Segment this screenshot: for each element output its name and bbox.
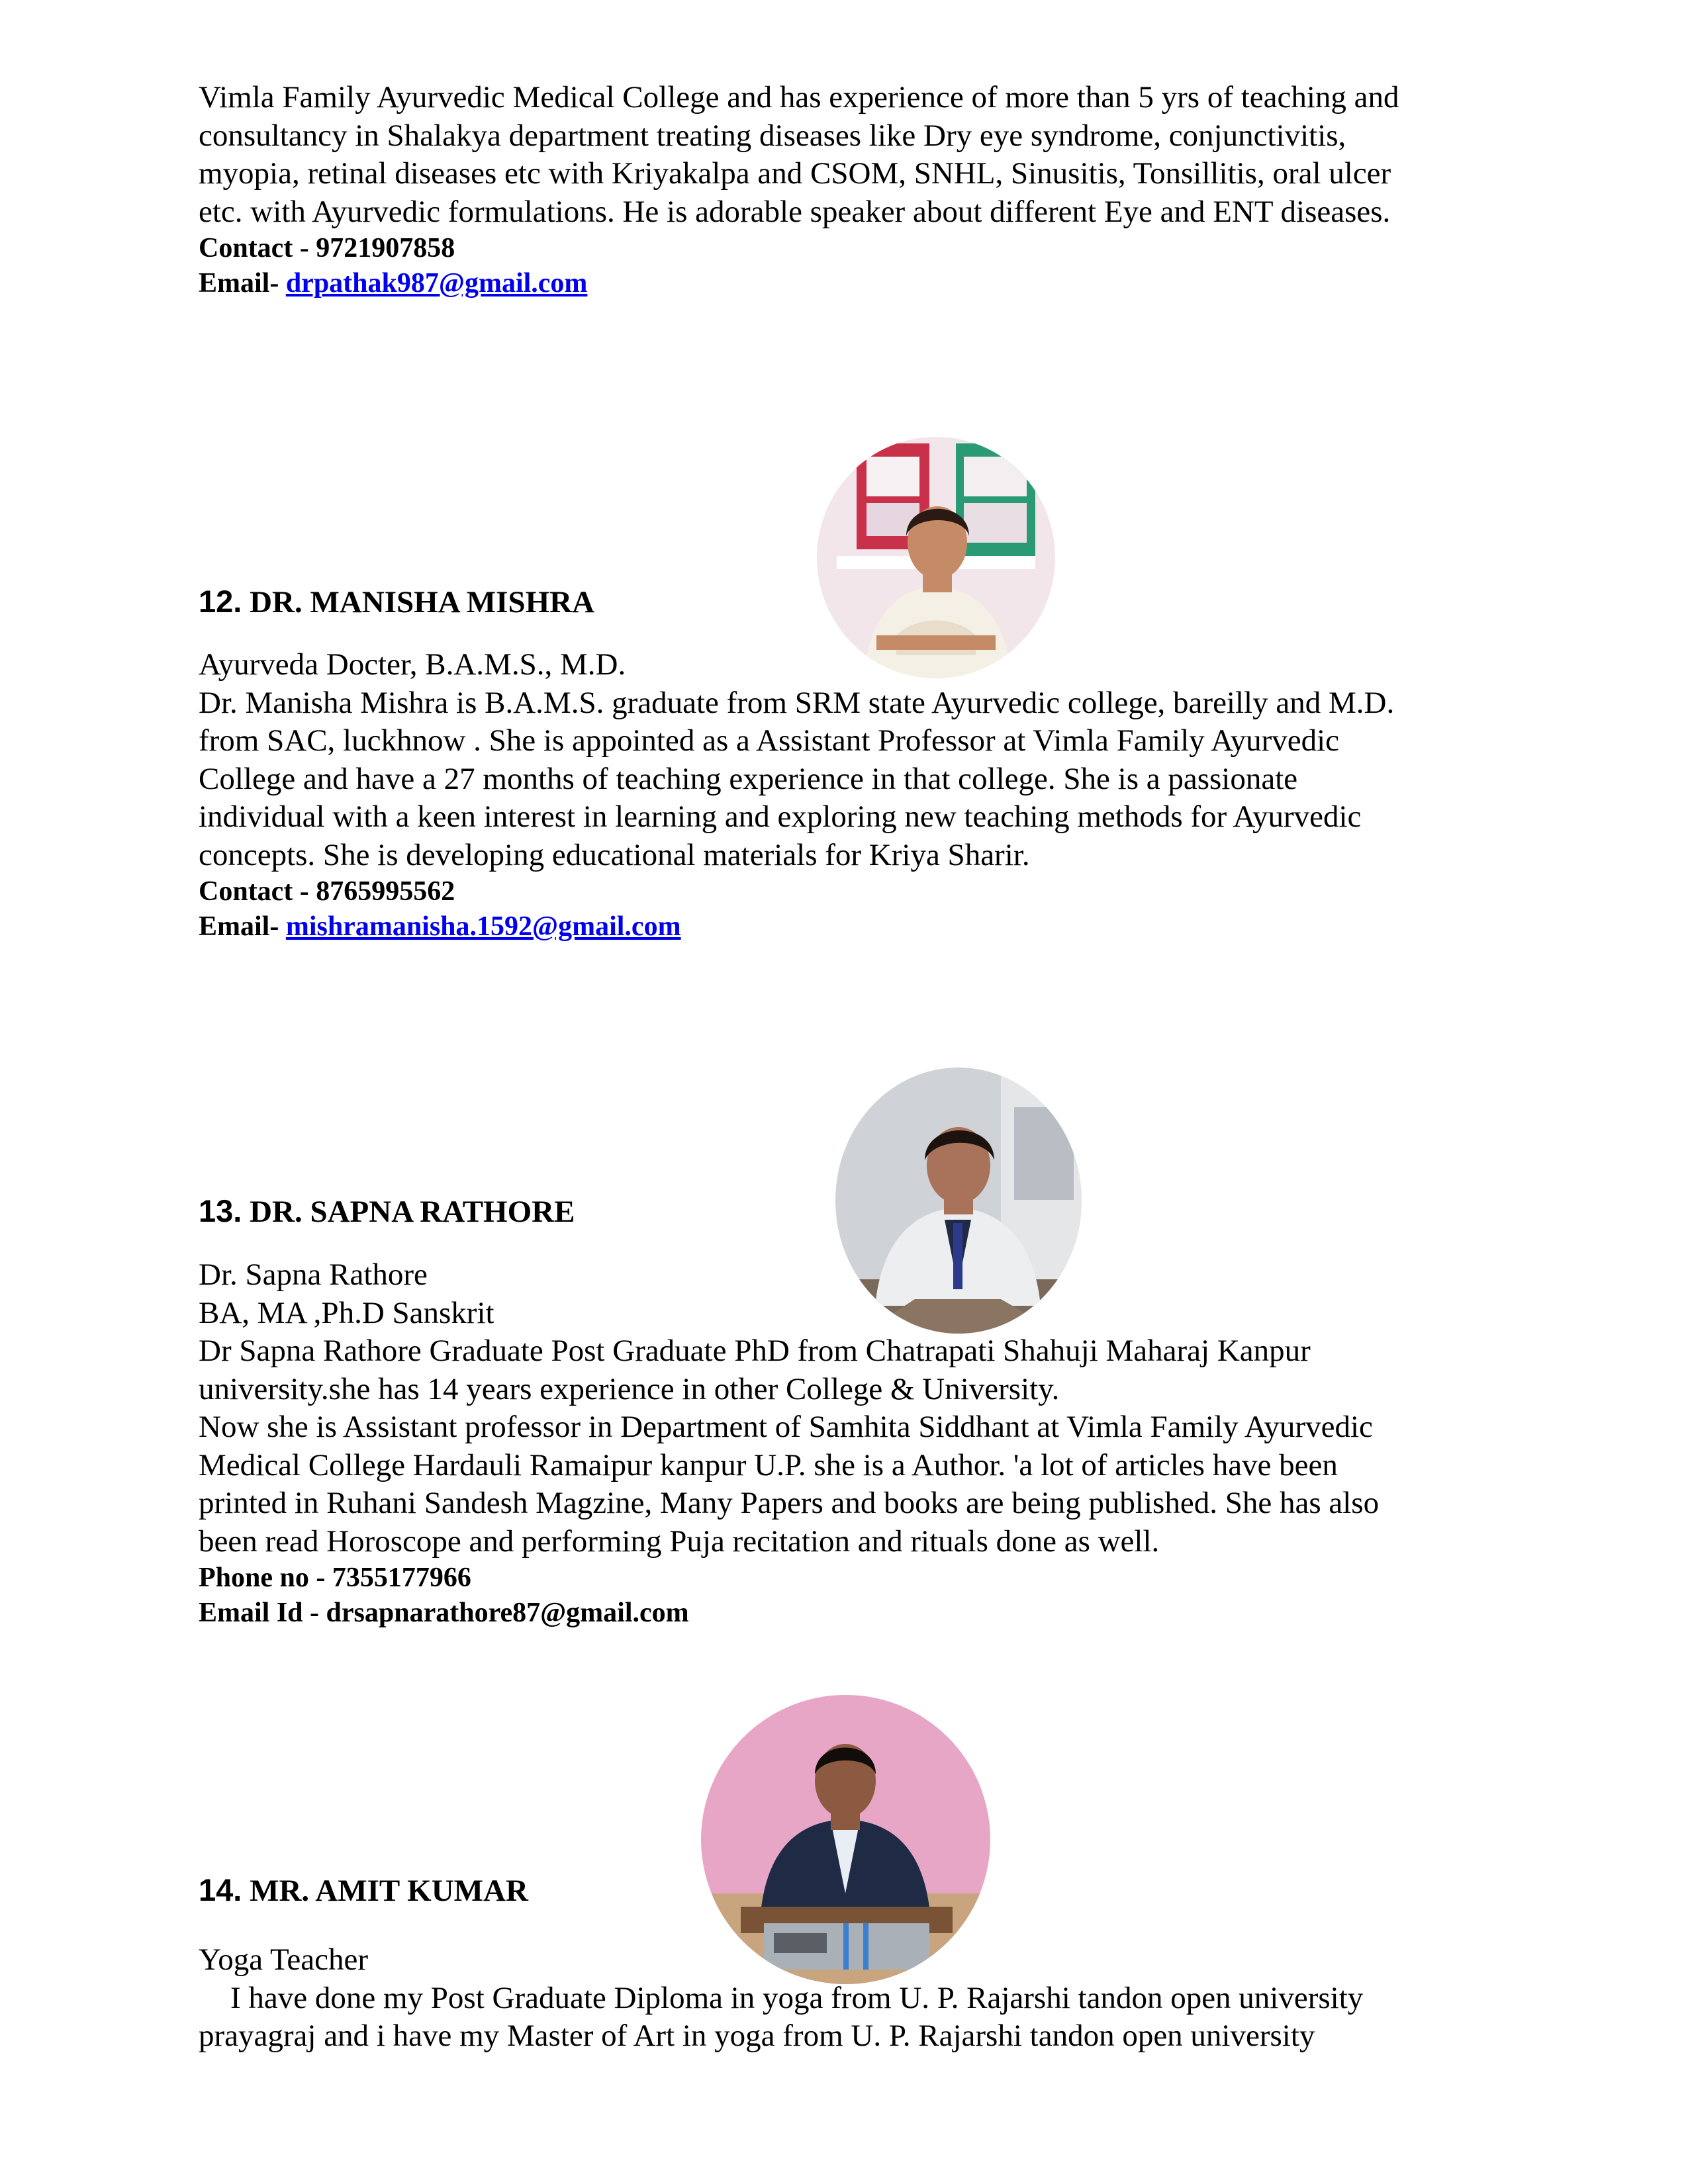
profile-line: Dr. Manisha Mishra is B.A.M.S. graduate from SRM state Ayurvedic college, bareilly and M.D. (199, 685, 1395, 720)
profile-line: Yoga Teacher (199, 1942, 369, 1977)
profile-section-12 (199, 582, 1496, 621)
intro-section (199, 79, 1496, 301)
profile-number: 12. (199, 584, 242, 619)
profile-photo-manisha-mishra (817, 437, 1055, 678)
profile-line: Medical College Hardauli Ramaipur kanpur U.P. she is a Author. 'a lot of articles have been (199, 1447, 1338, 1482)
profile-phone: Phone no - 7355177966 (199, 1563, 471, 1593)
profile-line: printed in Ruhani Sandesh Magzine, Many Papers and books are being published. She has also (199, 1486, 1380, 1520)
intro-contact: Contact - 9721907858 (199, 233, 455, 263)
profile-section-14 (199, 1871, 1496, 1910)
profile-line: Now she is Assistant professor in Department of Samhita Siddhant at Vimla Family Ayurvedic (199, 1410, 1373, 1444)
intro-line: etc. with Ayurvedic formulations. He is adorable speaker about different Eye and ENT diseases. (199, 194, 1391, 229)
profile-email-link[interactable]: mishramanisha.1592@gmail.com (285, 911, 681, 942)
email-label: Email- (199, 268, 286, 298)
profile-body-14 (199, 1941, 1496, 2056)
intro-email-line (199, 266, 1496, 301)
profile-line: individual with a keen interest in learning and exploring new teaching methods for Ayurvedic (199, 799, 1362, 834)
intro-line: consultancy in Shalakya department treating diseases like Dry eye syndrome, conjunctivitis, (199, 118, 1346, 153)
profile-line: been read Horoscope and performing Puja recitation and rituals done as well. (199, 1524, 1160, 1559)
profile-heading (199, 1192, 1496, 1231)
profile-name: DR. SAPNA RATHORE (250, 1195, 575, 1229)
email-label: Email- (199, 911, 286, 942)
profile-line: university.she has 14 years experience in other College & University. (199, 1371, 1060, 1406)
profile-email-line (199, 909, 1496, 944)
profile-email-id: Email Id - drsapnarathore87@gmail.com (199, 1598, 689, 1628)
profile-line: Dr Sapna Rathore Graduate Post Graduate PhD from Chatrapati Shahuji Maharaj Kanpur (199, 1334, 1311, 1368)
profile-line: Dr. Sapna Rathore (199, 1257, 428, 1292)
profile-name: DR. MANISHA MISHRA (250, 585, 595, 619)
profile-heading (199, 1871, 1496, 1910)
profile-body-13 (199, 1256, 1496, 1631)
portrait-image (817, 437, 1055, 678)
profile-body-12 (199, 646, 1496, 944)
profile-line: prayagraj and i have my Master of Art in yoga from U. P. Rajarshi tandon open university (199, 2019, 1315, 2053)
profile-contact: Contact - 8765995562 (199, 876, 455, 907)
profile-line: Ayurveda Docter, B.A.M.S., M.D. (199, 647, 626, 682)
profile-section-13 (199, 1192, 1496, 1231)
profile-line: I have done my Post Graduate Diploma in yoga from U. P. Rajarshi tandon open university (230, 1980, 1364, 2015)
profile-line: from SAC, luckhnow . She is appointed as a Assistant Professor at Vimla Family Ayurvedic (199, 723, 1340, 758)
profile-number: 14. (199, 1872, 242, 1907)
profile-line: concepts. She is developing educational materials for Kriya Sharir. (199, 837, 1030, 872)
intro-line: Vimla Family Ayurvedic Medical College and has experience of more than 5 yrs of teaching and (199, 80, 1399, 114)
profile-name: MR. AMIT KUMAR (250, 1874, 528, 1908)
profile-heading (199, 582, 1496, 621)
profile-line: College and have a 27 months of teaching experience in that college. She is a passionate (199, 761, 1298, 796)
profile-line: BA, MA ,Ph.D Sanskrit (199, 1295, 494, 1330)
intro-email-link[interactable]: drpathak987@gmail.com (285, 268, 588, 298)
intro-line: myopia, retinal diseases etc with Kriyakalpa and CSOM, SNHL, Sinusitis, Tonsillitis, oral ulcer (199, 156, 1391, 191)
profile-number: 13. (199, 1193, 242, 1228)
